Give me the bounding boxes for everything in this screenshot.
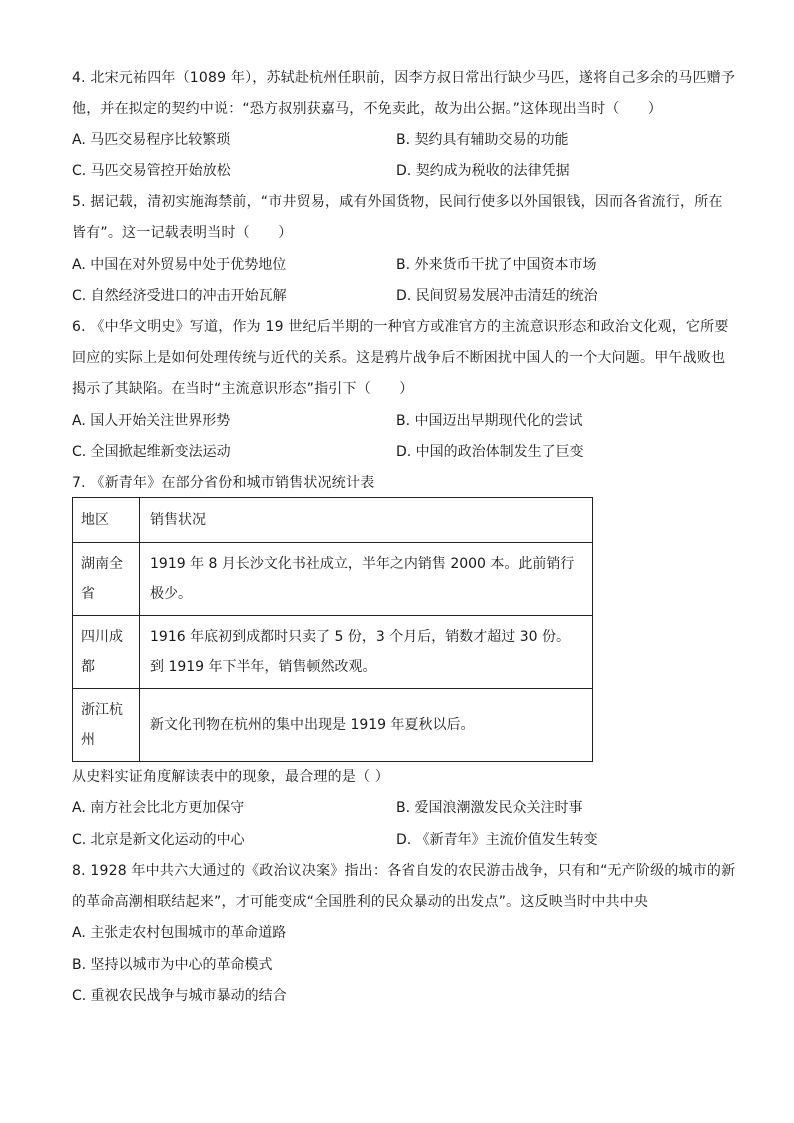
table-cell-region: 浙江杭州 [73, 689, 140, 762]
q5-option-d[interactable]: D. 民间贸易发展冲击清廷的统治 [396, 288, 598, 304]
q7-option-a[interactable]: A. 南方社会比北方更加保守 [72, 800, 245, 816]
table-cell-status: 1916 年底初到成都时只卖了 5 份，3 个月后，销数才超过 30 份。到 1919 年下半年，销售顿然改观。 [140, 616, 593, 689]
q7-question: 从史料实证角度解读表中的现象，最合理的是（ ） [72, 769, 390, 785]
q6-stem-line2: 回应的实际上是如何处理传统与近代的关系。这是鸦片战争后不断困扰中国人的一个大问题。甲午战败也 [72, 350, 726, 366]
q8-option-b[interactable]: B. 坚持以城市为中心的革命模式 [72, 957, 273, 973]
table-cell-region: 湖南全省 [73, 543, 140, 616]
q6-option-c[interactable]: C. 全国掀起维新变法运动 [72, 444, 231, 460]
q4-option-c[interactable]: C. 马匹交易管控开始放松 [72, 163, 231, 179]
q4-stem-line2: 他，并在拟定的契约中说：“恐方叔别获嘉马，不免卖此，故为出公据。”这体现出当时（ ） [72, 101, 663, 117]
q6-option-d[interactable]: D. 中国的政治体制发生了巨变 [396, 444, 584, 460]
q8-option-c[interactable]: C. 重视农民战争与城市暴动的结合 [72, 988, 287, 1004]
q7-sales-table [72, 497, 593, 762]
q4-option-b[interactable]: B. 契约具有辅助交易的功能 [396, 132, 569, 148]
table-header-cell: 销售状况 [140, 498, 593, 543]
q7-title: 7. 《新青年》在部分省份和城市销售状况统计表 [72, 475, 375, 491]
q6-stem-line1: 6. 《中华文明史》写道，作为 19 世纪后半期的一种官方或准官方的主流意识形态和政治文化观，它所要 [72, 319, 729, 335]
table-header-cell: 地区 [73, 498, 140, 543]
table-cell-status: 新文化刊物在杭州的集中出现是 1919 年夏秋以后。 [140, 689, 593, 762]
table-row [73, 689, 593, 762]
q4-stem-line1: 4. 北宋元祐四年（1089 年），苏轼赴杭州任职前，因李方叔日常出行缺少马匹，遂将自己多余的马匹赠予 [72, 70, 736, 86]
q8-stem-line2: 的革命高潮相联结起来”，才可能变成“全国胜利的民众暴动的出发点”。这反映当时中共中央 [72, 894, 649, 910]
q5-option-b[interactable]: B. 外来货币干扰了中国资本市场 [396, 257, 597, 273]
q5-stem-line1: 5. 据记载，清初实施海禁前，“市井贸易，咸有外国货物，民间行使多以外国银钱，因而各省流行，所在 [72, 194, 723, 210]
q7-option-c[interactable]: C. 北京是新文化运动的中心 [72, 832, 245, 848]
q6-stem-line3: 揭示了其缺陷。在当时“主流意识形态”指引下（ ） [72, 381, 414, 397]
q6-option-a[interactable]: A. 国人开始关注世界形势 [72, 413, 231, 429]
q8-stem-line1: 8. 1928 年中共六大通过的《政治议决案》指出：各省自发的农民游击战争，只有和“无产阶级的城市的新 [72, 863, 736, 879]
q4-option-a[interactable]: A. 马匹交易程序比较繁琐 [72, 132, 231, 148]
q5-stem-line2: 皆有”。这一记载表明当时（ ） [72, 225, 293, 241]
q8-option-a[interactable]: A. 主张走农村包围城市的革命道路 [72, 925, 287, 941]
table-header-row [73, 498, 593, 543]
q7-option-d[interactable]: D. 《新青年》主流价值发生转变 [396, 832, 598, 848]
q6-option-b[interactable]: B. 中国迈出早期现代化的尝试 [396, 413, 583, 429]
q4-option-d[interactable]: D. 契约成为税收的法律凭据 [396, 163, 570, 179]
table-row [73, 616, 593, 689]
table-cell-region: 四川成都 [73, 616, 140, 689]
q5-option-a[interactable]: A. 中国在对外贸易中处于优势地位 [72, 257, 287, 273]
table-cell-status: 1919 年 8 月长沙文化书社成立，半年之内销售 2000 本。此前销行极少。 [140, 543, 593, 616]
q7-option-b[interactable]: B. 爱国浪潮激发民众关注时事 [396, 800, 583, 816]
table-row [73, 543, 593, 616]
q5-option-c[interactable]: C. 自然经济受进口的冲击开始瓦解 [72, 288, 287, 304]
